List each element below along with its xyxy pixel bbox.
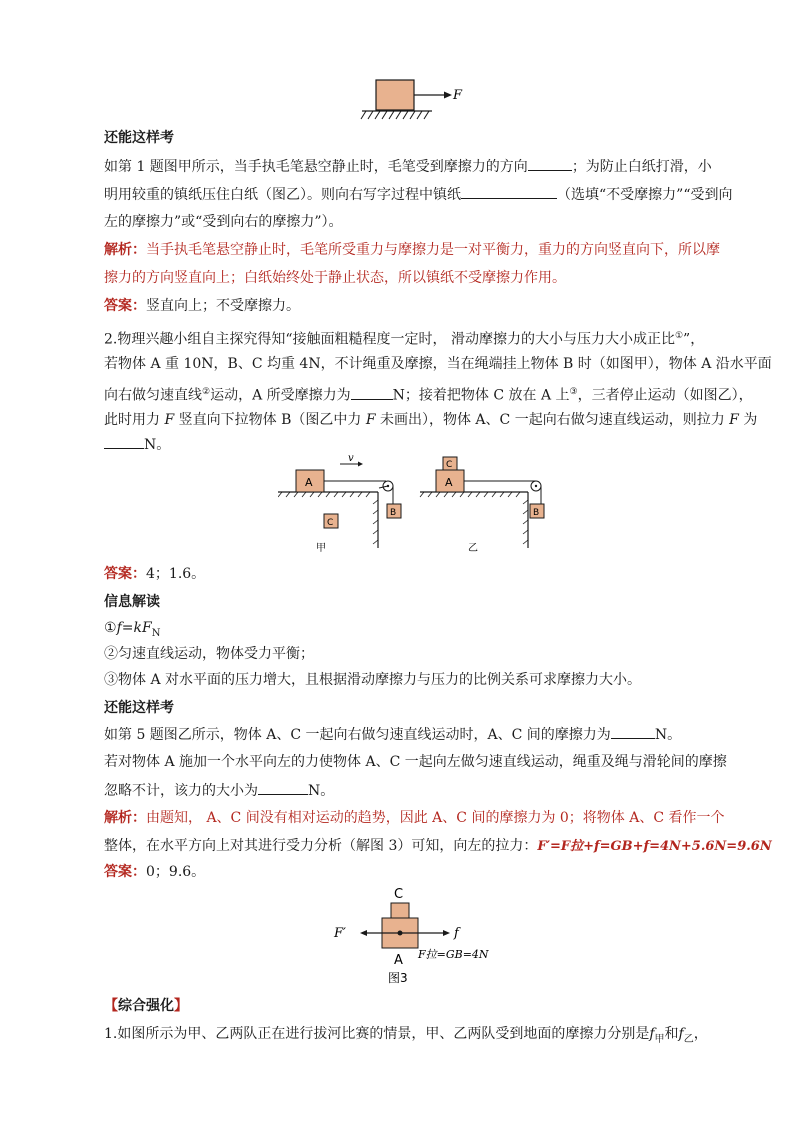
question-line: 若物体 A 重 10N，B、C 均重 4N，不计绳重及摩擦，当在绳端挂上物体 B 时（如图甲），物体 A 沿水平面 (104, 356, 772, 372)
block-c (391, 903, 409, 918)
question-line: 向右做匀速直线②运动，A 所受摩擦力为 N；接着把物体 C 放在 A 上③，三者停止运动（如图乙）， (104, 382, 753, 406)
answer-line: 答案：竖直向上；不受摩擦力。 (104, 298, 300, 314)
label-c: C (394, 887, 404, 902)
setup-jia (278, 453, 401, 554)
answer-blank[interactable] (528, 156, 572, 171)
section-heading: 信息解读 (104, 594, 160, 610)
analysis-line: 解析：由题知， A、C 间没有相对运动的趋势，因此 A、C 间的摩擦力为 0；将物体 A、C 看作一个 (104, 810, 725, 826)
block-c-label: C (446, 460, 453, 470)
analysis-line: 擦力的方向竖直向上；白纸始终处于静止状态，所以镇纸不受摩擦力作用。 (104, 270, 566, 286)
force-label: F (453, 88, 463, 103)
answer-blank[interactable] (461, 184, 557, 199)
block-c-label: C (327, 518, 334, 528)
caption-fig3: 图3 (388, 971, 408, 985)
question-line: 2.物理兴趣小组自主探究得知“接触面粗糙程度一定时， 滑动摩擦力的大小与压力大小成正比①”， (104, 331, 705, 348)
question-line: 如第 5 题图乙所示，物体 A、C 一起向右做匀速直线运动时，A、C 间的摩擦力为 N。 (104, 724, 681, 745)
info-item: $①f=kF_N$ (104, 620, 161, 639)
label-a: A (394, 953, 403, 968)
figure-force-diagram (330, 886, 490, 988)
question-line: 若对物体 A 施加一个水平向左的力使物体 A、C 一起向左做匀速直线运动，绳重及绳与滑轮间的摩擦 (104, 754, 727, 770)
setup-yi (420, 457, 544, 554)
block (376, 80, 414, 110)
question-line: 如第 1 题图甲所示，当手执毛笔悬空静止时，毛笔受到摩擦力的方向 ；为防止白纸打滑，小 (104, 156, 712, 177)
caption-yi: 乙 (468, 543, 478, 554)
block-b-label: B (533, 508, 540, 518)
answer-blank[interactable] (258, 780, 308, 795)
figure-pulley-setups (278, 452, 550, 554)
block-b-label: B (390, 508, 397, 518)
label-fprime: F′ (334, 926, 346, 941)
answer-blank[interactable] (351, 385, 393, 400)
block-a-label: A (445, 476, 453, 489)
section-heading: 还能这样考 (104, 130, 174, 146)
question-line: N。 (104, 434, 170, 455)
question-line: 明用较重的镇纸压住白纸（图乙）。则向右写字过程中镇纸 （选填“不受摩擦力”“受到向 (104, 184, 732, 205)
answer-blank[interactable] (611, 724, 655, 739)
question-line: 1.如图所示为甲、乙两队正在进行拔河比赛的情景，甲、乙两队受到地面的摩擦力分别是$f_甲$和$f_乙$， (104, 1026, 708, 1045)
analysis-line: 整体，在水平方向上对其进行受力分析（解图 3）可知，向左的拉力：F′=F拉+f=GB+f=4N+5.6N=9.6N (104, 838, 772, 854)
answer-blank[interactable] (104, 434, 144, 449)
answer-line: 答案：4；1.6。 (104, 566, 206, 582)
figure-block-force (358, 76, 478, 126)
caption-jia: 甲 (316, 543, 326, 554)
analysis-line: 解析：当手执毛笔悬空静止时，毛笔所受重力与摩擦力是一对平衡力，重力的方向竖直向下，所以摩 (104, 242, 720, 258)
section-tag: 【综合强化】 (104, 998, 188, 1014)
info-item: ③物体 A 对水平面的压力增大，且根据滑动摩擦力与压力的比例关系可求摩擦力大小。 (104, 672, 642, 688)
answer-line: 答案：0；9.6。 (104, 864, 206, 880)
velocity-label: v (348, 453, 354, 464)
question-line: 此时用力 F 竖直向下拉物体 B（图乙中力 F 未画出），物体 A、C 一起向右做匀速直线运动，则拉力 F 为 (104, 412, 758, 428)
section-heading: 还能这样考 (104, 700, 174, 716)
question-line: 忽略不计，该力的大小为 N。 (104, 780, 334, 801)
label-equation: F拉=GB=4N (418, 948, 489, 961)
block-a-label: A (305, 476, 313, 489)
question-line: 左的摩擦力”或“受到向右的摩擦力”）。 (104, 214, 343, 230)
info-item: ②匀速直线运动，物体受力平衡； (104, 646, 314, 662)
label-f: f (454, 926, 459, 941)
